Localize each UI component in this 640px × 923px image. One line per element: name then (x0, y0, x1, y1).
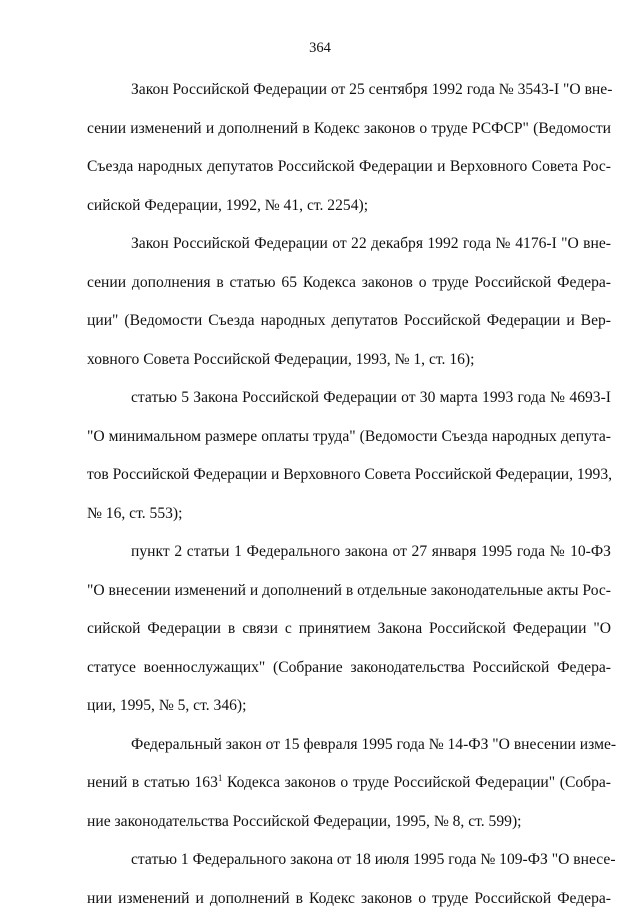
text-line: пункт 2 статьи 1 Федерального закона от 27 января 1995 года № 10-ФЗ (87, 538, 611, 577)
text-line: ции, 1995, № 5, ст. 346); (87, 692, 611, 731)
text-line: сении изменений и дополнений в Кодекс законов о труде РСФСР" (Ведомости (87, 115, 611, 154)
document-body (87, 76, 611, 923)
text-line: ние законодательства Российской Федерации, 1995, № 8, ст. 599); (87, 808, 611, 847)
text-line: нии изменений и дополнений в Кодекс законов о труде Российской Федера- (87, 885, 611, 923)
text-line: ции" (Ведомости Съезда народных депутатов Российской Федерации и Вер- (87, 307, 611, 346)
text-line: № 16, ст. 553); (87, 500, 611, 539)
text-line: Закон Российской Федерации от 22 декабря 1992 года № 4176-I "О вне- (87, 230, 611, 269)
text-line: "О минимальном размере оплаты труда" (Ведомости Съезда народных депута- (87, 423, 611, 462)
text-line: Федеральный закон от 15 февраля 1995 года № 14-ФЗ "О внесении изме- (87, 731, 611, 770)
text-line: статью 1 Федерального закона от 18 июля 1995 года № 109-ФЗ "О внесе- (87, 846, 611, 885)
superscript: 1 (218, 773, 223, 783)
text-line: ховного Совета Российской Федерации, 1993, № 1, ст. 16); (87, 346, 611, 385)
text-line: "О внесении изменений и дополнений в отдельные законодательные акты Рос- (87, 577, 611, 616)
text-line: Съезда народных депутатов Российской Федерации и Верховного Совета Рос- (87, 153, 611, 192)
text-line: статью 5 Закона Российской Федерации от 30 марта 1993 года № 4693-I (87, 384, 611, 423)
text-line: тов Российской Федерации и Верховного Совета Российской Федерации, 1993, (87, 461, 611, 500)
text-line: сийской Федерации в связи с принятием Закона Российской Федерации "О (87, 615, 611, 654)
page-number: 364 (0, 40, 640, 57)
text-line: сийской Федерации, 1992, № 41, ст. 2254); (87, 192, 611, 231)
text-line-start: нений в статью 163 (87, 774, 218, 791)
text-line: сении дополнения в статью 65 Кодекса законов о труде Российской Федера- (87, 269, 611, 308)
text-line: Закон Российской Федерации от 25 сентября 1992 года № 3543-I "О вне- (87, 76, 611, 115)
text-line: статусе военнослужащих" (Собрание законодательства Российской Федера- (87, 654, 611, 693)
text-line (87, 769, 611, 808)
text-line-rest: Кодекса законов о труде Российской Федерации" (Собра- (222, 774, 611, 791)
